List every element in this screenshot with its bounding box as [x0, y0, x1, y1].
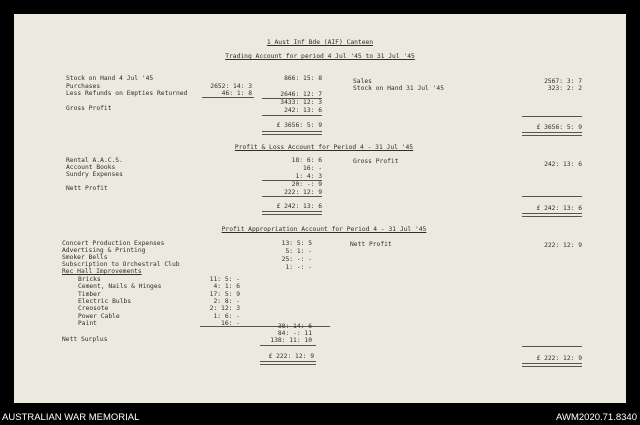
pa-total-right: £ 222: 12: 9 — [536, 355, 582, 362]
footer-bar — [0, 410, 640, 425]
stock-open-label: Stock on Hand 4 Jul '45 — [66, 75, 154, 82]
trading-heading: Trading Account for period 4 Jul '45 to 31 Jul '45 — [225, 53, 415, 60]
rec-hall-item-label: Bricks — [78, 276, 101, 283]
rec-hall-item-value: 17: 5: 9 — [209, 290, 240, 298]
rec-hall-item-label: Power Cable — [78, 312, 120, 320]
rental-label: Rental A.A.C.S. — [66, 157, 123, 164]
subscription-label: Subscription to Orchestral Club — [62, 261, 180, 268]
double-rule — [522, 132, 582, 136]
rec-hall-total: 38: 14: 6 — [277, 323, 312, 330]
rental-value: 18: 6: 6 — [291, 157, 322, 164]
pa-nett-profit-label: Nett Profit — [350, 241, 392, 248]
pl-total-left: £ 242: 13: 6 — [276, 203, 322, 210]
rec-hall-item-value: 4: 1: 6 — [213, 283, 240, 291]
pa-subtotal: 84: -: 11 — [277, 330, 312, 337]
refunds-label: Less Refunds on Empties Returned — [66, 90, 188, 97]
net-purchases-value: 2646: 12: 7 — [280, 91, 322, 98]
nett-profit-label: Nett Profit — [66, 185, 108, 192]
double-rule — [262, 211, 322, 215]
stock-open-value: 866: 15: 8 — [284, 75, 322, 82]
trading-total-left: £ 3656: 5: 9 — [276, 122, 322, 129]
rec-hall-item-label: Cement, Nails & Hinges — [78, 283, 162, 291]
purchases-value: 2652: 14: 3 — [210, 83, 252, 90]
smoker-label: Smoker Bells — [62, 254, 108, 261]
rule — [262, 115, 322, 116]
rec-hall-item-label: Timber — [78, 290, 101, 298]
smoker-value: 25: -: - — [281, 256, 312, 263]
purchases-label: Purchases — [66, 83, 101, 90]
pl-gross-profit-label: Gross Profit — [353, 158, 399, 165]
surplus-label: Nett Surplus — [62, 336, 108, 343]
books-value: 16: - — [303, 165, 322, 172]
footer-accession: AWM2020.71.8340 — [556, 412, 637, 423]
trading-subtotal: 3433: 12: 3 — [280, 99, 322, 106]
sundry-value: 1: 4: 3 — [295, 173, 322, 180]
pl-gross-profit-value: 242: 13: 6 — [544, 161, 582, 168]
rule — [522, 196, 582, 197]
pa-nett-profit-value: 222: 12: 9 — [544, 242, 582, 249]
pl-subtotal: 20: -: 9 — [291, 181, 322, 188]
rec-hall-item-value: 11: 5: - — [209, 276, 240, 283]
refunds-value: 46: 1: 8 — [221, 90, 252, 97]
sales-label: Sales — [353, 78, 372, 85]
double-rule — [522, 213, 582, 217]
rule — [522, 346, 582, 347]
rec-hall-item-label: Creosote — [78, 305, 109, 313]
pl-heading: Profit & Loss Account for Period 4 - 31 Jul '45 — [234, 144, 414, 151]
stock-close-value: 323: 2: 2 — [547, 85, 582, 92]
nett-profit-value: 222: 12: 9 — [284, 189, 322, 196]
rec-hall-item-value: 2: 12: 3 — [209, 305, 240, 313]
advert-value: 5: 1: - — [285, 248, 312, 255]
advert-label: Advertising & Printing — [62, 247, 146, 254]
trading-total-right: £ 3656: 5: 9 — [536, 124, 582, 131]
rule — [522, 116, 582, 117]
gross-profit-value: 242: 13: 6 — [284, 107, 322, 114]
double-rule — [262, 131, 322, 135]
gross-profit-label: Gross Profit — [66, 105, 112, 112]
rule — [202, 97, 254, 98]
document-sheet — [14, 14, 626, 403]
double-rule — [522, 363, 582, 367]
sales-value: 2567: 3: 7 — [544, 78, 582, 85]
double-rule — [260, 361, 316, 365]
rec-hall-item-value: 2: 8: - — [213, 297, 240, 305]
pa-heading: Profit Appropriation Account for Period 4 - 31 Jul '45 — [221, 226, 427, 233]
surplus-value: 138: 11: 10 — [270, 337, 312, 344]
rec-hall-item-label: Electric Bulbs — [78, 297, 132, 305]
sundry-label: Sundry Expenses — [66, 171, 123, 178]
rec-hall-label: Rec Hall Improvements — [62, 268, 142, 275]
subscription-value: 1: -: - — [285, 264, 312, 271]
concert-label: Concert Production Expenses — [62, 240, 165, 247]
rec-hall-item-label: Paint — [78, 319, 97, 327]
concert-value: 13: 5: 5 — [281, 240, 312, 247]
books-label: Account Books — [66, 164, 116, 171]
document-title: 1 Aust Inf Bde (AIF) Canteen — [266, 39, 374, 46]
pa-total-left: £ 222: 12: 9 — [268, 353, 314, 360]
rec-hall-item-value: 16: - — [221, 319, 240, 327]
pl-total-right: £ 242: 13: 6 — [536, 205, 582, 212]
rule — [260, 345, 316, 346]
rule — [262, 196, 322, 197]
rec-hall-item-value: 1: 6: - — [213, 312, 240, 320]
stock-close-label: Stock on Hand 31 Jul '45 — [353, 85, 444, 92]
footer-institution: AUSTRALIAN WAR MEMORIAL — [2, 412, 140, 423]
